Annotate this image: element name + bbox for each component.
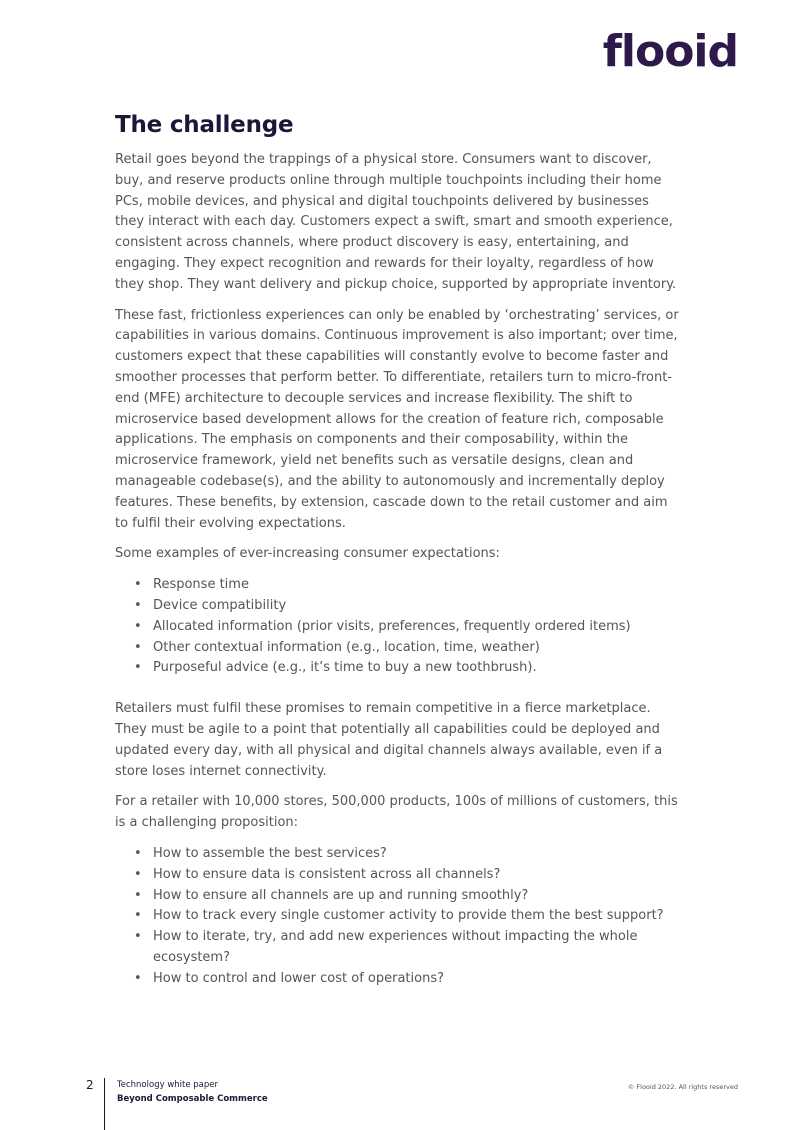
page-number: 2 [86, 1078, 94, 1092]
list-item: • How to iterate, try, and add new experiences without impacting the whole ecosystem? [115, 927, 680, 969]
list-item: • Allocated information (prior visits, preferences, frequently ordered items) [115, 617, 680, 638]
list-item: • Other contextual information (e.g., location, time, weather) [115, 638, 680, 659]
questions-list [115, 844, 680, 990]
expectations-list [115, 575, 680, 679]
paragraph-proposition: For a retailer with 10,000 stores, 500,000 products, 100s of millions of customers, this is a challenging proposition: [115, 794, 678, 831]
list-item: • How to ensure all channels are up and running smoothly? [115, 886, 680, 907]
footer-divider [104, 1078, 105, 1130]
list-item: • Response time [115, 575, 680, 596]
list-item: • How to track every single customer activity to provide them the best support? [115, 906, 680, 927]
paragraph-promises: Retailers must fulfil these promises to remain competitive in a fierce marketplace. They must be agile to a point that potentially all capabilities could be deployed and updated every day, with all physical and digital channels always available, even if a store loses internet connectivity. [115, 701, 663, 779]
main-content [115, 112, 680, 999]
copyright-notice: © Flooid 2022. All rights reserved [627, 1083, 738, 1091]
list-item: • Purposeful advice (e.g., it’s time to buy a new toothbrush). [115, 658, 680, 679]
footer-doc-title: Beyond Composable Commerce [117, 1094, 268, 1104]
footer-doc-type: Technology white paper [117, 1080, 219, 1090]
flooid-logo: flooid [602, 26, 738, 77]
paragraph-examples-lead: Some examples of ever-increasing consumer expectations: [115, 546, 500, 562]
list-item: • How to ensure data is consistent across all channels? [115, 865, 680, 886]
list-item: • How to assemble the best services? [115, 844, 680, 865]
list-item: • How to control and lower cost of operations? [115, 969, 680, 990]
list-item: • Device compatibility [115, 596, 680, 617]
paragraph-intro: Retail goes beyond the trappings of a physical store. Consumers want to discover, buy, and reserve products online through multiple touchpoints including their home PCs, mobile devices, and physical and digital touchpoints delivered by businesses they interact with each day. Customers expect a swift, smart and smooth experience, consistent across channels, where product discovery is easy, entertaining, and engaging. They expect recognition and rewards for their loyalty, regardless of how they shop. They want delivery and pickup choice, supported by appropriate inventory. [115, 152, 677, 292]
page-footer [0, 1078, 800, 1130]
paragraph-orchestration: These fast, frictionless experiences can only be enabled by ‘orchestrating’ services, or capabilities in various domains. Continuous improvement is also important; over time, customers expect that these capabilities will constantly evolve to become faster and smoother processes that perform better. To differentiate, retailers turn to micro-front-end (MFE) architecture to decouple services and increase flexibility. The shift to microservice based development allows for the creation of feature rich, composable applications. The emphasis on components and their composability, within the microservice framework, yield net benefits such as versatile designs, clean and manageable codebase(s), and the ability to autonomously and incrementally deploy features. These benefits, by extension, cascade down to the retail customer and aim to fulfil their evolving expectations. [115, 307, 679, 531]
section-title: The challenge [115, 112, 294, 138]
